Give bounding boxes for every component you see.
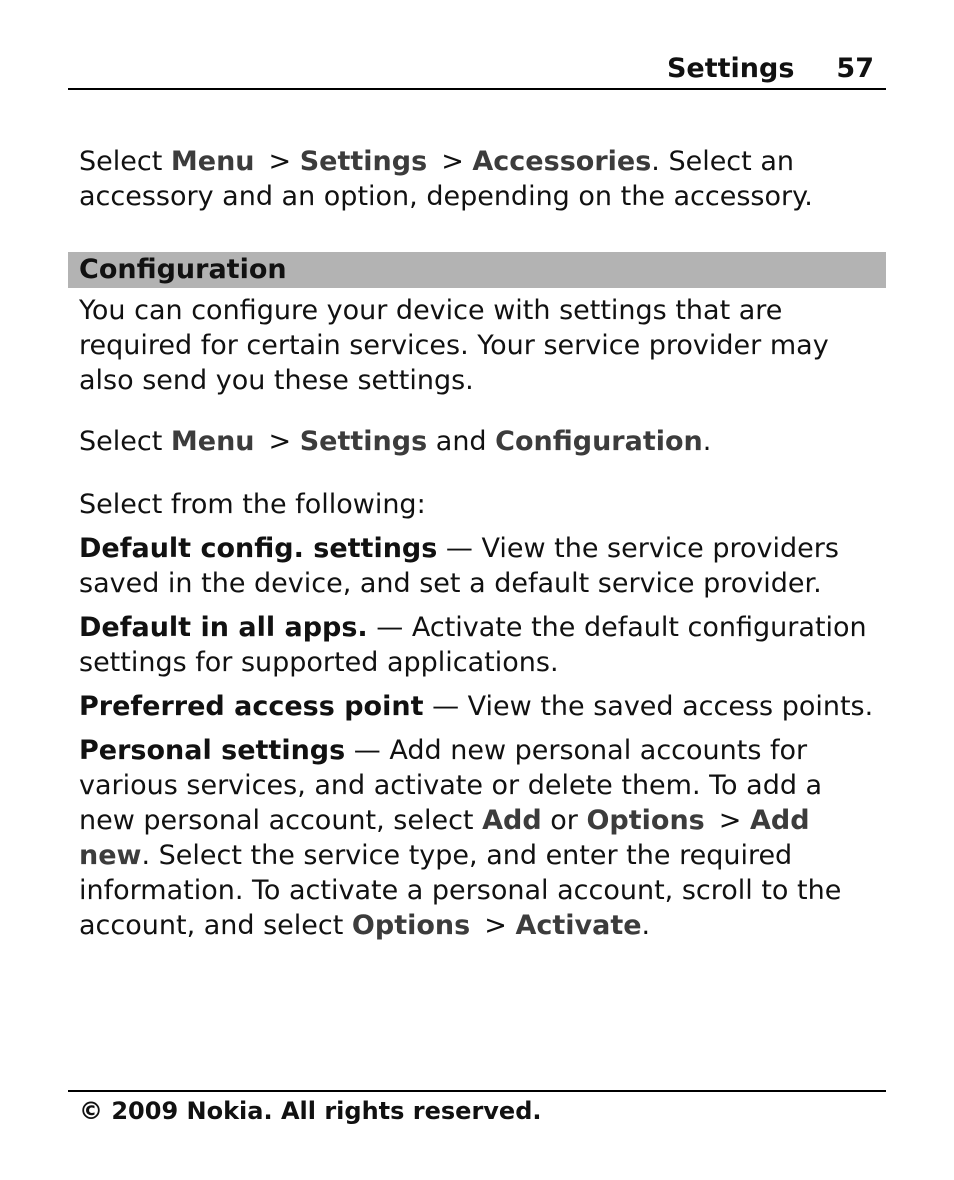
- option-term: Preferred access point: [79, 691, 424, 722]
- page-number: 57: [836, 52, 874, 84]
- footer-divider: [68, 1090, 886, 1092]
- path-separator: >: [441, 146, 464, 177]
- options-keyword: Options: [586, 805, 705, 836]
- option-item: [79, 610, 879, 680]
- menu-keyword: Menu: [170, 426, 255, 457]
- settings-keyword: Settings: [299, 426, 428, 457]
- option-item: [79, 689, 879, 724]
- option-term: Personal settings: [79, 735, 346, 766]
- activate-keyword: Activate: [515, 910, 642, 941]
- configuration-description: You can configure your device with settings that are required for certain services. Your service provider may also send you these settings.: [79, 295, 829, 396]
- path-separator: >: [268, 426, 292, 457]
- settings-keyword: Settings: [299, 146, 428, 177]
- copyright-footer: © 2009 Nokia. All rights reserved.: [79, 1097, 542, 1125]
- accessories-keyword: Accessories: [472, 146, 652, 177]
- option-term: Default config. settings: [79, 533, 438, 564]
- option-description: — Activate the default configuration settings for supported applications.: [79, 612, 867, 678]
- option-item: [79, 531, 879, 601]
- option-term: Default in all apps.: [79, 612, 368, 643]
- nav-select-text: Select: [79, 426, 171, 457]
- or-text: or: [541, 805, 587, 836]
- intro-paragraph: [79, 144, 879, 214]
- configuration-body: [79, 293, 879, 943]
- path-separator: >: [484, 910, 507, 941]
- configuration-keyword: Configuration: [495, 426, 703, 457]
- add-keyword: Add: [482, 805, 542, 836]
- options-keyword: Options: [351, 910, 471, 941]
- option-description: — Add new personal accounts for various services, and activate or delete them. To add a new personal account, select: [79, 735, 823, 836]
- path-separator: >: [718, 805, 742, 836]
- option-description: — View the service providers saved in the device, and set a default service provider.: [79, 533, 839, 599]
- nav-end-text: .: [702, 426, 712, 457]
- option-item-personal-settings: [79, 733, 879, 943]
- page-header: [68, 48, 886, 90]
- header-section-title: Settings: [666, 52, 795, 84]
- intro-rest-text: . Select an accessory and an option, depending on the accessory.: [79, 146, 813, 212]
- path-separator: >: [268, 146, 292, 177]
- nav-and-text: and: [427, 426, 496, 457]
- section-heading-configuration: Configuration: [79, 254, 287, 285]
- option-description-continued: . Select the service type, and enter the required information. To activate a personal account, scroll to the account, and select: [79, 840, 842, 941]
- option-end-text: .: [641, 910, 651, 941]
- options-lead: Select from the following:: [79, 489, 426, 520]
- add-new-keyword: Add new: [79, 805, 810, 871]
- configuration-nav-paragraph: [79, 424, 879, 459]
- intro-select-text: Select: [79, 146, 171, 177]
- intro-block: [79, 144, 879, 214]
- option-description: — View the saved access points.: [423, 691, 874, 722]
- menu-keyword: Menu: [170, 146, 255, 177]
